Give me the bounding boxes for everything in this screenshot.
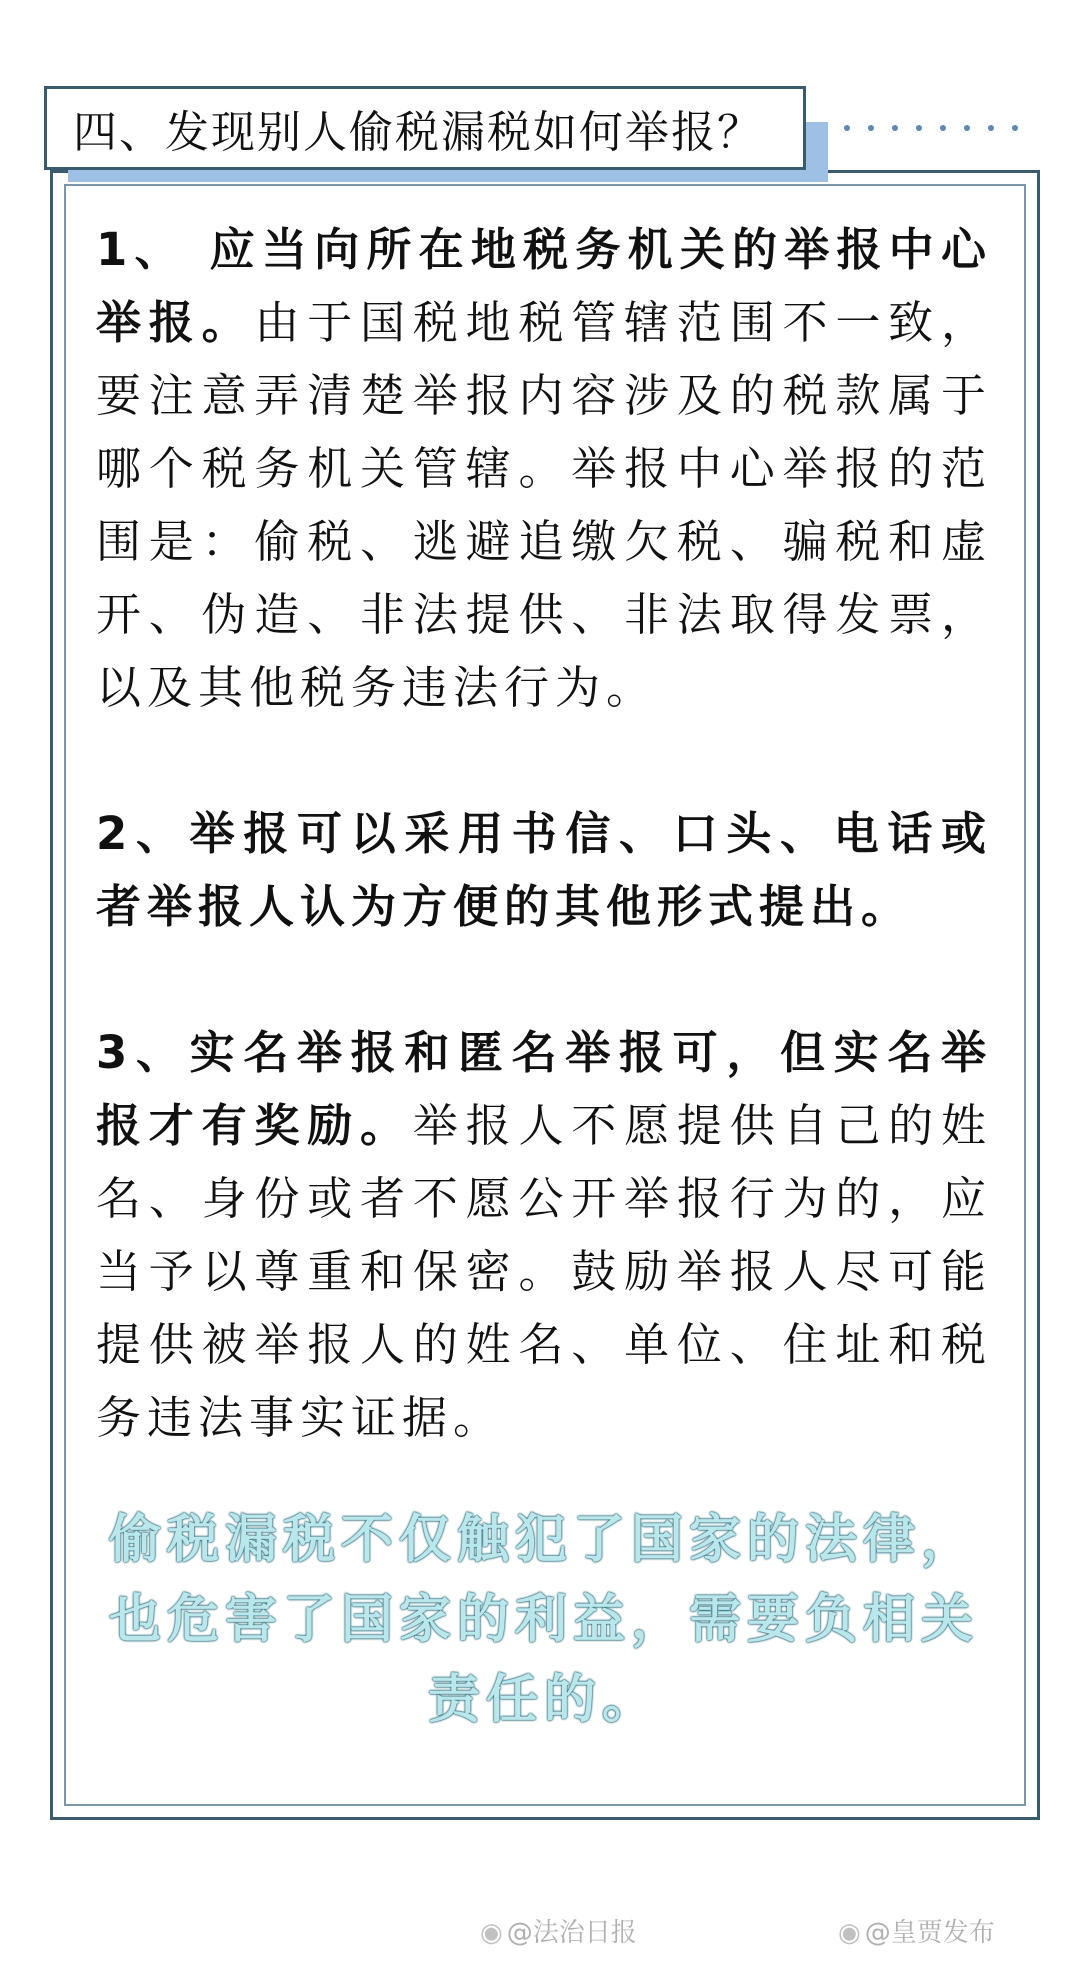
- decorative-dots: [844, 121, 1044, 135]
- item-2: [96, 797, 992, 943]
- item-1-text: 由于国税地税管辖范围不一致，要注意弄清楚举报内容涉及的税款属于哪个税务机关管辖。举报中心举报的范围是：偷税、逃避追缴欠税、骗税和虚开、伪造、非法提供、非法取得发票，以及其他税务违法行为。: [96, 296, 992, 714]
- dot: [964, 125, 970, 131]
- item-3: [96, 1016, 992, 1454]
- page-title: 四、发现别人偷税漏税如何举报？: [73, 107, 763, 158]
- item-2-bold: 2、举报可以采用书信、口头、电话或者举报人认为方便的其他形式提出。: [96, 807, 992, 933]
- dot: [916, 125, 922, 131]
- watermark-right-text: @皇贾发布: [864, 1918, 995, 1948]
- watermark-right: [838, 1912, 995, 1949]
- weibo-icon: ◉: [480, 1918, 503, 1948]
- title-box: [44, 86, 806, 170]
- dot: [844, 125, 850, 131]
- item-1: [96, 213, 992, 724]
- dot: [1012, 125, 1018, 131]
- watermark-left-text: @法治日报: [506, 1918, 637, 1948]
- dot: [868, 125, 874, 131]
- closing-statement: 偷税漏税不仅触犯了国家的法律，也危害了国家的利益，需要负相关责任的。: [108, 1510, 979, 1730]
- item-3-bold: 3、实名举报和匿名举报可，但实名举报才有奖励。: [96, 1026, 992, 1152]
- item-3-text: 举报人不愿提供自己的姓名、身份或者不愿公开举报行为的，应当予以尊重和保密。鼓励举报人尽可能提供被举报人的姓名、单位、住址和税务违法事实证据。: [96, 1099, 992, 1444]
- dot: [892, 125, 898, 131]
- watermark-left: [480, 1912, 637, 1949]
- article-body: [96, 213, 992, 1454]
- dot: [940, 125, 946, 131]
- weibo-icon: ◉: [838, 1918, 861, 1948]
- dot: [988, 125, 994, 131]
- item-1-bold: 1、 应当向所在地税务机关的举报中心举报。: [96, 223, 992, 349]
